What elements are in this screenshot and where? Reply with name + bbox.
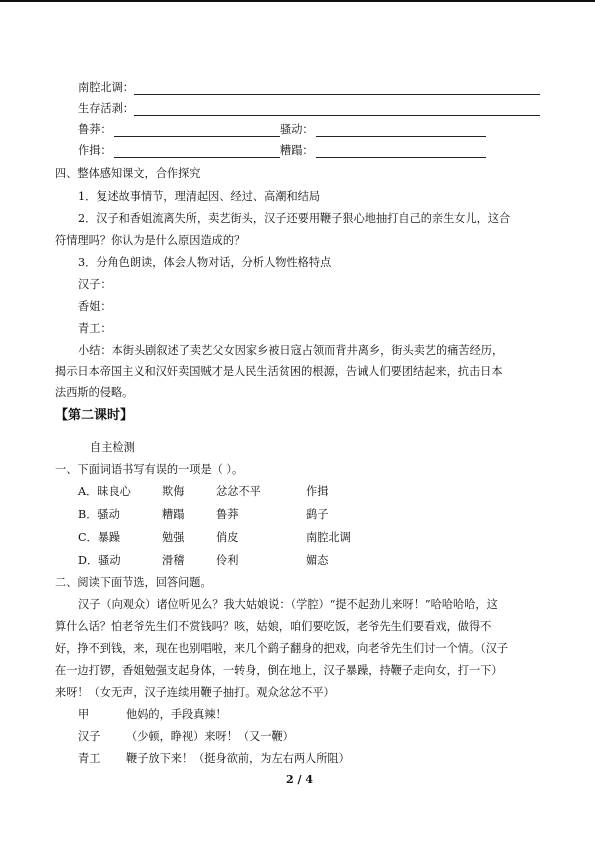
header-rule	[0, 0, 595, 2]
option-d-word: 滑稽	[162, 554, 185, 567]
mc-question: 一、下面词语书写有误的一项是（ ）。	[55, 463, 244, 476]
option-b-word: 糟蹋	[162, 508, 185, 521]
dialog-line: （少顿，睁视）来呀！（又一鞭）	[126, 730, 294, 743]
option-c-word: 南腔北调	[306, 531, 351, 544]
role-xiangjie: 香姐：	[78, 300, 112, 313]
option-a-word: 欺侮	[162, 485, 185, 498]
passage-line: 汉子（向观众）诸位听见么？我大姑娘说：（学腔）“提不起劲儿来呀！”哈哈哈哈，这	[78, 598, 498, 611]
option-c-word: 勉强	[162, 531, 185, 544]
question-3: 3．分角色朗读，体会人物对话，分析人物性格特点	[78, 256, 332, 269]
answer-line	[134, 115, 540, 116]
vocab-zaota: 糟蹋：	[280, 144, 314, 157]
answer-line	[114, 136, 280, 137]
option-c-label: C．暴躁	[78, 531, 121, 544]
reading-question: 二、阅读下面节选，回答问题。	[55, 576, 212, 589]
lesson-heading: 【第二课时】	[55, 408, 134, 423]
summary-line-1: 小结：本街头剧叙述了卖艺父女因家乡被日寇占领而背井离乡，街头卖艺的痛苦经历，	[78, 344, 504, 357]
page-number: 2 / 4	[286, 773, 313, 786]
dialog-speaker: 青工	[78, 752, 101, 765]
role-qinggong: 青工：	[78, 322, 112, 335]
passage-line: 来呀！（女无声，汉子连续用鞭子抽打。观众忿忿不平）	[55, 686, 335, 699]
answer-line	[114, 157, 280, 158]
option-c-word: 俏皮	[216, 531, 239, 544]
option-d-word: 媚态	[306, 554, 329, 567]
option-b-word: 鹞子	[306, 508, 329, 521]
dialog-line: 他妈的，手段真辣！	[126, 708, 227, 721]
vocab-lumang: 鲁莽：	[78, 123, 112, 136]
role-hanzi: 汉子：	[78, 278, 112, 291]
option-d-word: 伶利	[216, 554, 239, 567]
option-a-word: 忿忿不平	[216, 485, 261, 498]
summary-line-3: 法西斯的侵略。	[55, 386, 134, 399]
option-b-label: B．骚动	[78, 508, 120, 521]
passage-line: 好，挣不到钱，来，现在也别唱啦，来几个鹞子翻身的把戏，向老爷先生们讨一个情。（汉子	[55, 642, 509, 655]
answer-line	[316, 157, 486, 158]
option-d-label: D．骚动	[78, 554, 121, 567]
self-check-title: 自主检测	[90, 441, 135, 454]
dialog-speaker: 甲	[78, 708, 90, 721]
answer-line	[134, 94, 540, 95]
question-1: 1．复述故事情节，理清起因、经过、高潮和结局	[78, 190, 321, 203]
option-b-word: 鲁莽	[216, 508, 239, 521]
option-a-label: A．昧良心	[78, 485, 131, 498]
dialog-line: 鞭子放下来！（挺身欲前，为左右两人所阻）	[126, 752, 350, 765]
vocab-saodong: 骚动：	[280, 123, 314, 136]
vocab-nanqiang: 南腔北调：	[78, 81, 134, 94]
summary-line-2: 揭示日本帝国主义和汉奸卖国贼才是人民生活贫困的根源，告诫人们要团结起来，抗击日本	[55, 365, 503, 378]
answer-line	[316, 136, 486, 137]
option-a-word: 作揖	[306, 485, 329, 498]
section-title: 四、整体感知课文，合作探究	[55, 167, 201, 180]
passage-line: 算什么话？怕老爷先生们不赏钱吗？咳，姑娘，咱们要吃饭，老爷先生们要看戏，做得不	[55, 620, 492, 633]
dialog-speaker: 汉子	[78, 730, 101, 743]
passage-line: 在一边打锣，香姐勉强支起身体，一转身，倒在地上，汉子暴躁，持鞭子走向女，打一下）	[55, 664, 503, 677]
question-2-line-1: 2．汉子和香姐流离失所，卖艺街头，汉子还要用鞭子狠心地抽打自己的亲生女儿，这合	[78, 212, 511, 225]
question-2-line-2: 符情理吗？你认为是什么原因造成的？	[55, 234, 246, 247]
vocab-zuoyi: 作揖：	[78, 144, 112, 157]
vocab-shengcun: 生存活剥：	[78, 102, 134, 115]
